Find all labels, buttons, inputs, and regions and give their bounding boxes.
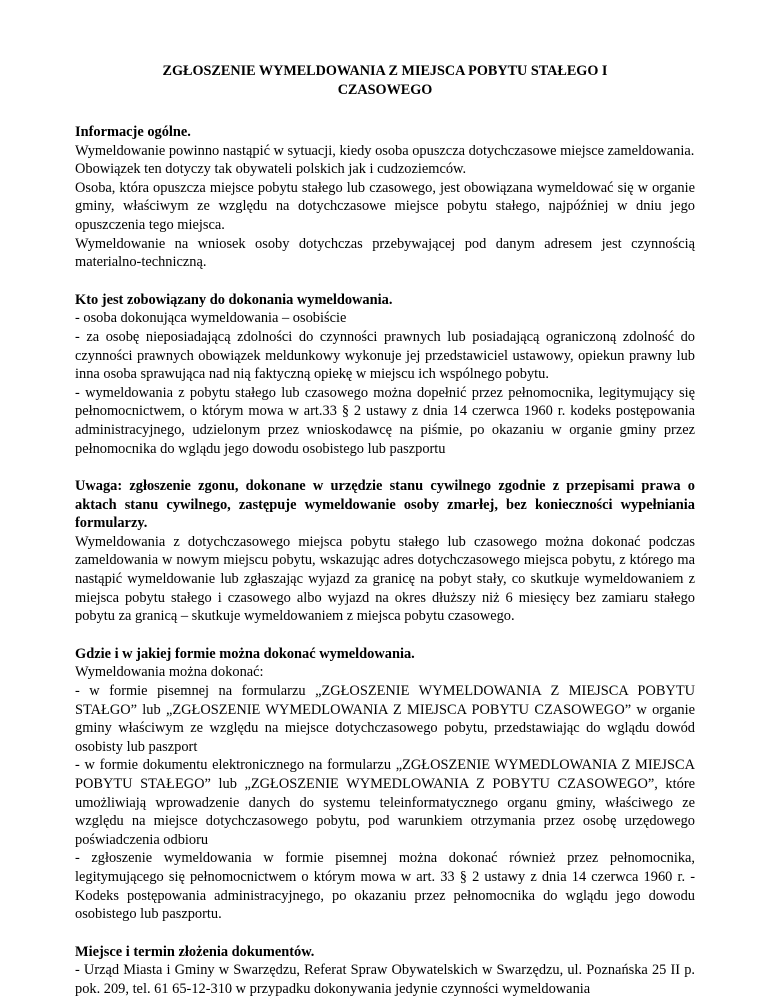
paragraph: Obowiązek ten dotyczy tak obywateli polskich jak i cudzoziemców. xyxy=(75,161,467,178)
section-place-and-time xyxy=(75,943,695,999)
paragraph: Wymeldowania z dotychczasowego miejsca pobytu stałego lub czasowego można dokonać podczas zameldowania w nowym miejscu pobytu, wskazując adres dotychczasowego miejsca pobytu, z którego ma nastąpić wymeldowanie lub zgłaszając wyjazd za granicę na pobyt stały, co skutkuje wymeldowaniem z miejsca pobytu stałego i czasowego albo wyjazd na okres dłuższy niż 6 miesięcy bez zamiaru stałego pobytu za granicą – skutkuje wymeldowaniem z miejsca pobytu czasowego. xyxy=(75,533,695,625)
paragraph: - osoba dokonująca wymeldowania – osobiście xyxy=(75,310,347,327)
section-heading: Miejsce i termin złożenia dokumentów. xyxy=(75,943,315,960)
section-warning xyxy=(75,477,695,626)
paragraph: Osoba, która opuszcza miejsce pobytu stałego lub czasowego, jest obowiązana wymeldować się w organie gminy, właściwym ze względu na dotychczasowe miejsce pobytu stałego, najpóźniej w dniu jego opuszczenia tego miejsca. xyxy=(75,179,695,233)
warning-note: Uwaga: zgłoszenie zgonu, dokonane w urzędzie stanu cywilnego zgodnie z przepisami prawa o aktach stanu cywilnego, zastępuje wymeldowanie osoby zmarłej, bez konieczności wypełniania formularzy. xyxy=(75,478,695,532)
paragraph: Wymeldowanie na wniosek osoby dotychczas przebywającej pod danym adresem jest czynnością materialno-techniczną. xyxy=(75,235,695,271)
paragraph: - zgłoszenie wymeldowania w formie pisemnej można dokonać również przez pełnomocnika, legitymującego się pełnomocnictwem o którym mowa w art. 33 § 2 ustawy z dnia 14 czerwca 1960 r. - Kodeks postępowania administracyjnego, po okazaniu przez pełnomocnika do wglądu jego dowodu osobistego lub paszportu. xyxy=(75,850,695,923)
section-who-is-obliged xyxy=(75,291,695,458)
paragraph: Wymeldowanie powinno nastąpić w sytuacji, kiedy osoba opuszcza dotychczasowe miejsce zameldowania. xyxy=(75,142,695,159)
paragraph: - wymeldowania z pobytu stałego lub czasowego można dopełnić przez pełnomocnika, legitymujący się pełnomocnictwem, o którym mowa w art.33 § 2 ustawy z dnia 14 czerwca 1960 r. kodeks postępowania administracyjnego, udzielonym przez wnioskodawcę na piśmie, po okazaniu w organie gminy przez pełnomocnika do wglądu jego dowodu osobistego lub paszportu xyxy=(75,384,695,457)
paragraph: - w formie dokumentu elektronicznego na formularzu „ZGŁOSZENIE WYMEDLOWANIA Z MIEJSCA POBYTU STAŁEGO” lub „ZGŁOSZENIE WYMEDLOWANIA Z POBYTU CZASOWEGO”, które umożliwiają wprowadzenie danych do systemu teleinformatycznego organu gminy, właściwego ze względu na miejsce dotychczasowego pobytu, pod warunkiem otrzymania przez osobę urzędowego poświadczenia odbioru xyxy=(75,757,695,848)
section-where-and-how xyxy=(75,645,695,924)
section-general-info xyxy=(75,123,695,272)
paragraph: Wymeldowania można dokonać: xyxy=(75,664,264,681)
document-title: ZGŁOSZENIE WYMELDOWANIA Z MIEJSCA POBYTU STAŁEGO I CZASOWEGO xyxy=(162,63,608,98)
section-heading: Informacje ogólne. xyxy=(75,124,191,140)
paragraph: - w formie pisemnej na formularzu „ZGŁOSZENIE WYMELDOWANIA Z MIEJSCA POBYTU STAŁGO” lub „ZGŁOSZENIE WYMEDLOWANIA Z MIEJSCA POBYTU CZASOWEGO” w organie gminy właściwym ze względu na miejsce dotychczasowego pobytu, przedstawiając do wglądu dowód osobisty lub paszport xyxy=(75,683,695,755)
section-heading: Kto jest zobowiązany do dokonania wymeldowania. xyxy=(75,291,393,308)
section-heading: Gdzie i w jakiej formie można dokonać wymeldowania. xyxy=(75,645,415,662)
paragraph: - Urząd Miasta i Gminy w Swarzędzu, Referat Spraw Obywatelskich w Swarzędzu, ul. Poznańska 25 II p. pok. 209, tel. 61 65-12-310 w przypadku dokonywania jedynie czynności wymeldowania xyxy=(75,962,695,997)
paragraph: - za osobę nieposiadającą zdolności do czynności prawnych lub posiadającą ograniczoną zdolność do czynności prawnych obowiązek meldunkowy wykonuje jej przedstawiciel ustawowy, opiekun prawny lub inna osoba sprawująca nad nią faktyczną opiekę w miejscu ich wspólnego pobytu. xyxy=(75,328,695,383)
